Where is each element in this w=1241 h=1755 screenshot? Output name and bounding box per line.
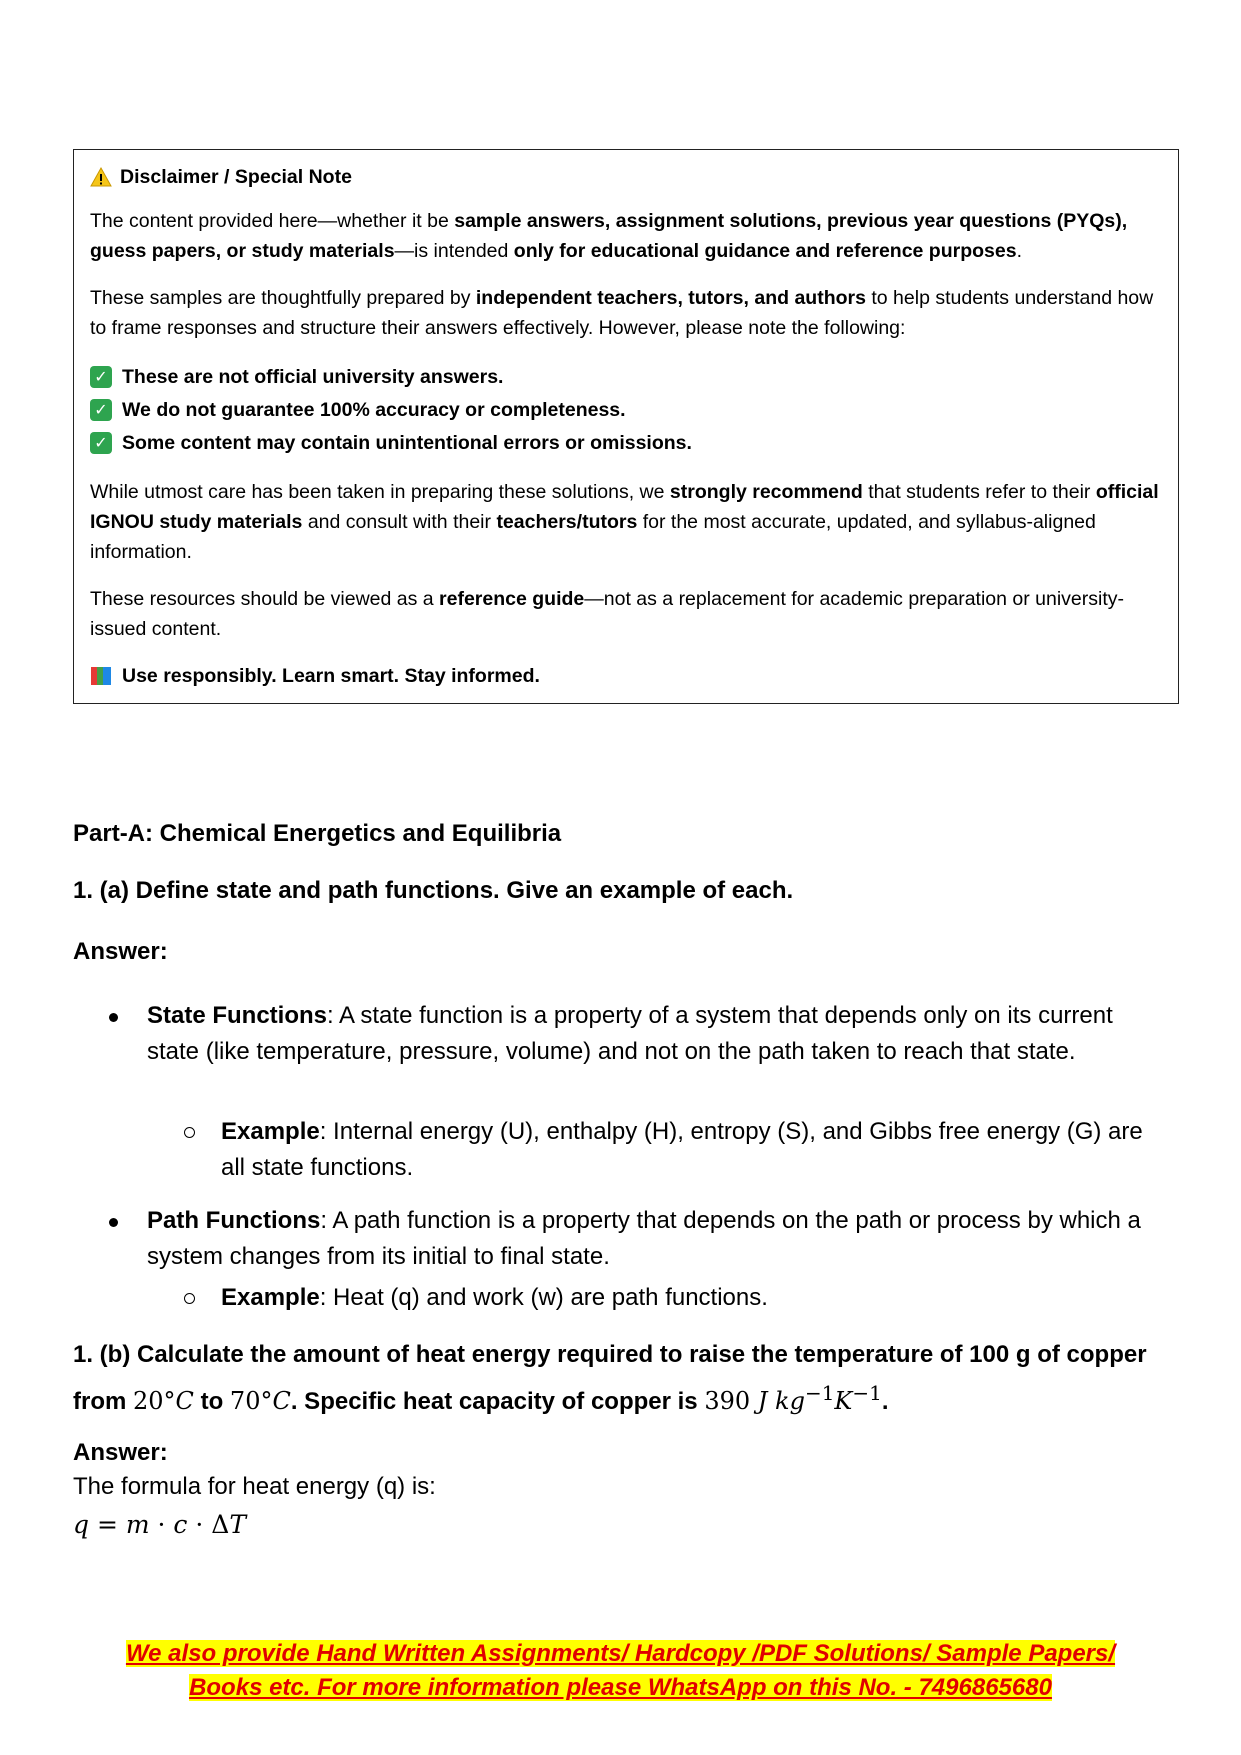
- check-icon: ✓: [90, 399, 112, 421]
- answer-label: Answer:: [73, 938, 168, 965]
- circle-bullet-icon: [184, 1127, 195, 1138]
- list-item-state-example: Example: Internal energy (U), enthalpy (H), entropy (S), and Gibbs free energy (G) are all state functions.: [221, 1114, 1171, 1186]
- list-item-path-example: Example: Heat (q) and work (w) are path functions.: [221, 1280, 1171, 1316]
- disclaimer-paragraph-4: These resources should be viewed as a reference guide—not as a replacement for academic preparation or university-issued content.: [90, 588, 1125, 640]
- disclaimer-paragraph-1: The content provided here—whether it be sample answers, assignment solutions, previous year questions (PYQs), guess papers, or study materials—is intended only for educational guidance and reference purposes.: [90, 210, 1128, 262]
- disclaimer-checklist: [90, 360, 1162, 459]
- list-item-state-functions: State Functions: A state function is a property of a system that depends only on its current state (like temperature, pressure, volume) and not on the path taken to reach that state.: [147, 998, 1167, 1070]
- formula-label: The formula for heat energy (q) is:: [73, 1473, 436, 1500]
- check-item: ✓ These are not official university answers.: [90, 360, 1162, 393]
- promo-banner: [0, 1637, 1241, 1705]
- disclaimer-footer: Use responsibly. Learn smart. Stay informed.: [90, 661, 1162, 691]
- check-item: ✓ We do not guarantee 100% accuracy or completeness.: [90, 393, 1162, 426]
- warning-icon: [90, 166, 112, 188]
- books-icon: [90, 665, 112, 687]
- check-icon: ✓: [90, 366, 112, 388]
- question-1a: 1. (a) Define state and path functions. Give an example of each.: [73, 877, 794, 904]
- bullet-icon: [109, 1013, 118, 1022]
- disclaimer-box: [73, 149, 1179, 704]
- promo-line-2: Books etc. For more information please WhatsApp on this No. - 7496865680: [189, 1674, 1052, 1701]
- heat-formula: q = m · c · ΔT: [73, 1510, 247, 1539]
- bullet-icon: [109, 1218, 118, 1227]
- part-heading: Part-A: Chemical Energetics and Equilibria: [73, 820, 562, 847]
- promo-line-1: We also provide Hand Written Assignments/ Hardcopy /PDF Solutions/ Sample Papers/: [125, 1640, 1116, 1667]
- check-icon: ✓: [90, 432, 112, 454]
- check-item: ✓ Some content may contain unintentional errors or omissions.: [90, 426, 1162, 459]
- disclaimer-title: Disclaimer / Special Note: [90, 162, 1162, 192]
- answer-label-2: Answer:: [73, 1439, 168, 1466]
- question-1b: 1. (b) Calculate the amount of heat energy required to raise the temperature of 100 g of copper from 20°C to 70°C. Specific heat capacity of copper is 390 J $kg^{-1}K^{-1}$.: [73, 1341, 1147, 1415]
- disclaimer-paragraph-2: These samples are thoughtfully prepared by independent teachers, tutors, and authors to help students understand how to frame responses and structure their answers effectively. However, please note the following:: [90, 287, 1154, 339]
- disclaimer-paragraph-3: While utmost care has been taken in preparing these solutions, we strongly recommend that students refer to their official IGNOU study materials and consult with their teachers/tutors for the most accurate, updated, and syllabus-aligned information.: [90, 481, 1159, 563]
- list-item-path-functions: Path Functions: A path function is a property that depends on the path or process by which a system changes from its initial to final state.: [147, 1203, 1167, 1275]
- circle-bullet-icon: [184, 1293, 195, 1304]
